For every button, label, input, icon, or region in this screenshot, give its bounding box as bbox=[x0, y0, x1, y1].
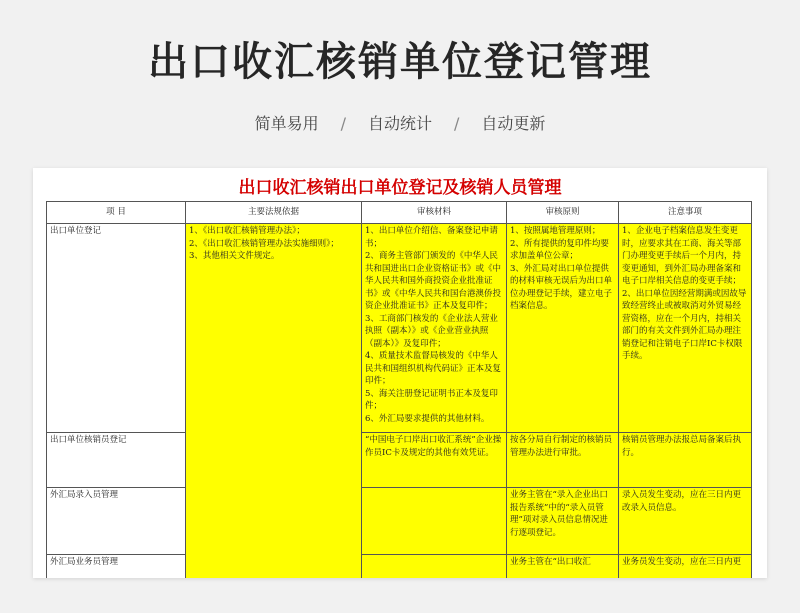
cell-line: 业务主管在“出口收汇 bbox=[510, 557, 591, 567]
item-cell[interactable]: 出口单位登记 bbox=[47, 224, 186, 433]
cell-line: “中国电子口岸出口收汇系统”企业操作员IC卡及规定的其他有效凭证。 bbox=[365, 435, 502, 458]
feature-tags bbox=[0, 113, 800, 135]
cell-line: 2、商务主管部门颁发的《中华人民共和国进出口企业资格证书》或《中华人民共和国外商投资企业批准证书》或《中华人民共和国台港澳侨投资企业批准证书》正本及复印件； bbox=[365, 251, 502, 311]
cell-line: 1、企业电子档案信息发生变更时，应要求其在工商、海关等部门办理变更手续后一个月内，持变更通知，到外汇局办理备案和电子口岸相关信息的变更手续； bbox=[622, 226, 742, 286]
column-header-item: 项 目 bbox=[47, 202, 186, 224]
notes-cell[interactable] bbox=[619, 224, 752, 433]
cell-line: 1、按照属地管理原则； bbox=[510, 226, 601, 236]
principles-cell[interactable] bbox=[507, 488, 619, 555]
item-cell[interactable]: 外汇局业务员管理 bbox=[47, 555, 186, 579]
cell-line: 业务员发生变动，应在三日内更 bbox=[622, 557, 742, 567]
cell-line: 2、出口单位因经营期满或因故导致经营终止或被取消对外贸易经营资格，应在一个月内，持相关部门的有关文件到外汇局办理注销登记和注销电子口岸IC卡权限手续。 bbox=[622, 288, 747, 361]
laws-cell[interactable] bbox=[186, 224, 362, 579]
feature-tag: 简单易用 bbox=[254, 114, 319, 133]
column-header-notes: 注意事项 bbox=[619, 202, 752, 224]
cell-line: 3、工商部门核发的《企业法人营业执照（副本）》或《企业营业执照（副本）》及复印件； bbox=[365, 313, 498, 349]
principles-cell[interactable] bbox=[507, 224, 619, 433]
cell-line: 录入员发生变动，应在三日内更改录入员信息。 bbox=[622, 490, 742, 513]
table-row bbox=[47, 555, 752, 579]
materials-cell[interactable] bbox=[362, 433, 507, 488]
principles-cell[interactable] bbox=[507, 433, 619, 488]
cell-line: 4、质量技术监督局核发的《中华人民共和国组织机构代码证》正本及复印件； bbox=[365, 351, 502, 386]
notes-cell[interactable] bbox=[619, 433, 752, 488]
item-cell[interactable]: 外汇局录入员管理 bbox=[47, 488, 186, 555]
feature-tag: 自动统计 bbox=[367, 114, 432, 133]
materials-cell[interactable] bbox=[362, 488, 507, 555]
management-table bbox=[46, 201, 752, 578]
table-row bbox=[47, 488, 752, 555]
cell-line: 3、其他相关文件规定。 bbox=[189, 251, 280, 261]
feature-tag: 自动更新 bbox=[481, 114, 546, 133]
materials-cell[interactable] bbox=[362, 555, 507, 579]
cell-line: 1、出口单位介绍信、备案登记申请书； bbox=[365, 226, 498, 249]
tag-separator: / bbox=[454, 114, 460, 133]
sheet-title: 出口收汇核销出口单位登记及核销人员管理 bbox=[238, 178, 562, 198]
spreadsheet-preview bbox=[33, 168, 767, 578]
table-header-row bbox=[47, 202, 752, 224]
notes-cell[interactable] bbox=[619, 555, 752, 579]
cell-line: 按各分局自行制定的核销员管理办法进行审批。 bbox=[510, 435, 613, 458]
column-header-principles: 审核原则 bbox=[507, 202, 619, 224]
page-title: 出口收汇核销单位登记管理 bbox=[148, 39, 652, 85]
cell-line: 1、《出口收汇核销管理办法》； bbox=[189, 226, 305, 236]
cell-line: 2、《出口收汇核销管理办法实施细则》； bbox=[189, 238, 339, 249]
item-cell[interactable]: 出口单位核销员登记 bbox=[47, 433, 186, 488]
column-header-laws: 主要法规依据 bbox=[186, 202, 362, 224]
tag-separator: / bbox=[340, 114, 346, 133]
materials-cell[interactable] bbox=[362, 224, 507, 433]
column-header-materials: 审核材料 bbox=[362, 202, 507, 224]
principles-cell[interactable] bbox=[507, 555, 619, 579]
cell-line: 6、外汇局要求提供的其他材料。 bbox=[365, 413, 490, 424]
cell-line: 3、外汇局对出口单位提供的材料审核无误后为出口单位办理登记手续，建立电子档案信息。 bbox=[510, 263, 613, 311]
cell-line: 5、海关注册登记证明书正本及复印件； bbox=[365, 388, 498, 411]
cell-line: 业务主管在“录入企业出口报告系统”中的“录入员管理”项对录入员信息情况进行逐项登记。 bbox=[510, 490, 608, 538]
cell-line: 核销员管理办法报总局备案后执行。 bbox=[622, 435, 742, 458]
notes-cell[interactable] bbox=[619, 488, 752, 555]
cell-line: 2、所有提供的复印件均要求加盖单位公章； bbox=[510, 238, 609, 261]
table-row bbox=[47, 224, 752, 433]
table-row bbox=[47, 433, 752, 488]
